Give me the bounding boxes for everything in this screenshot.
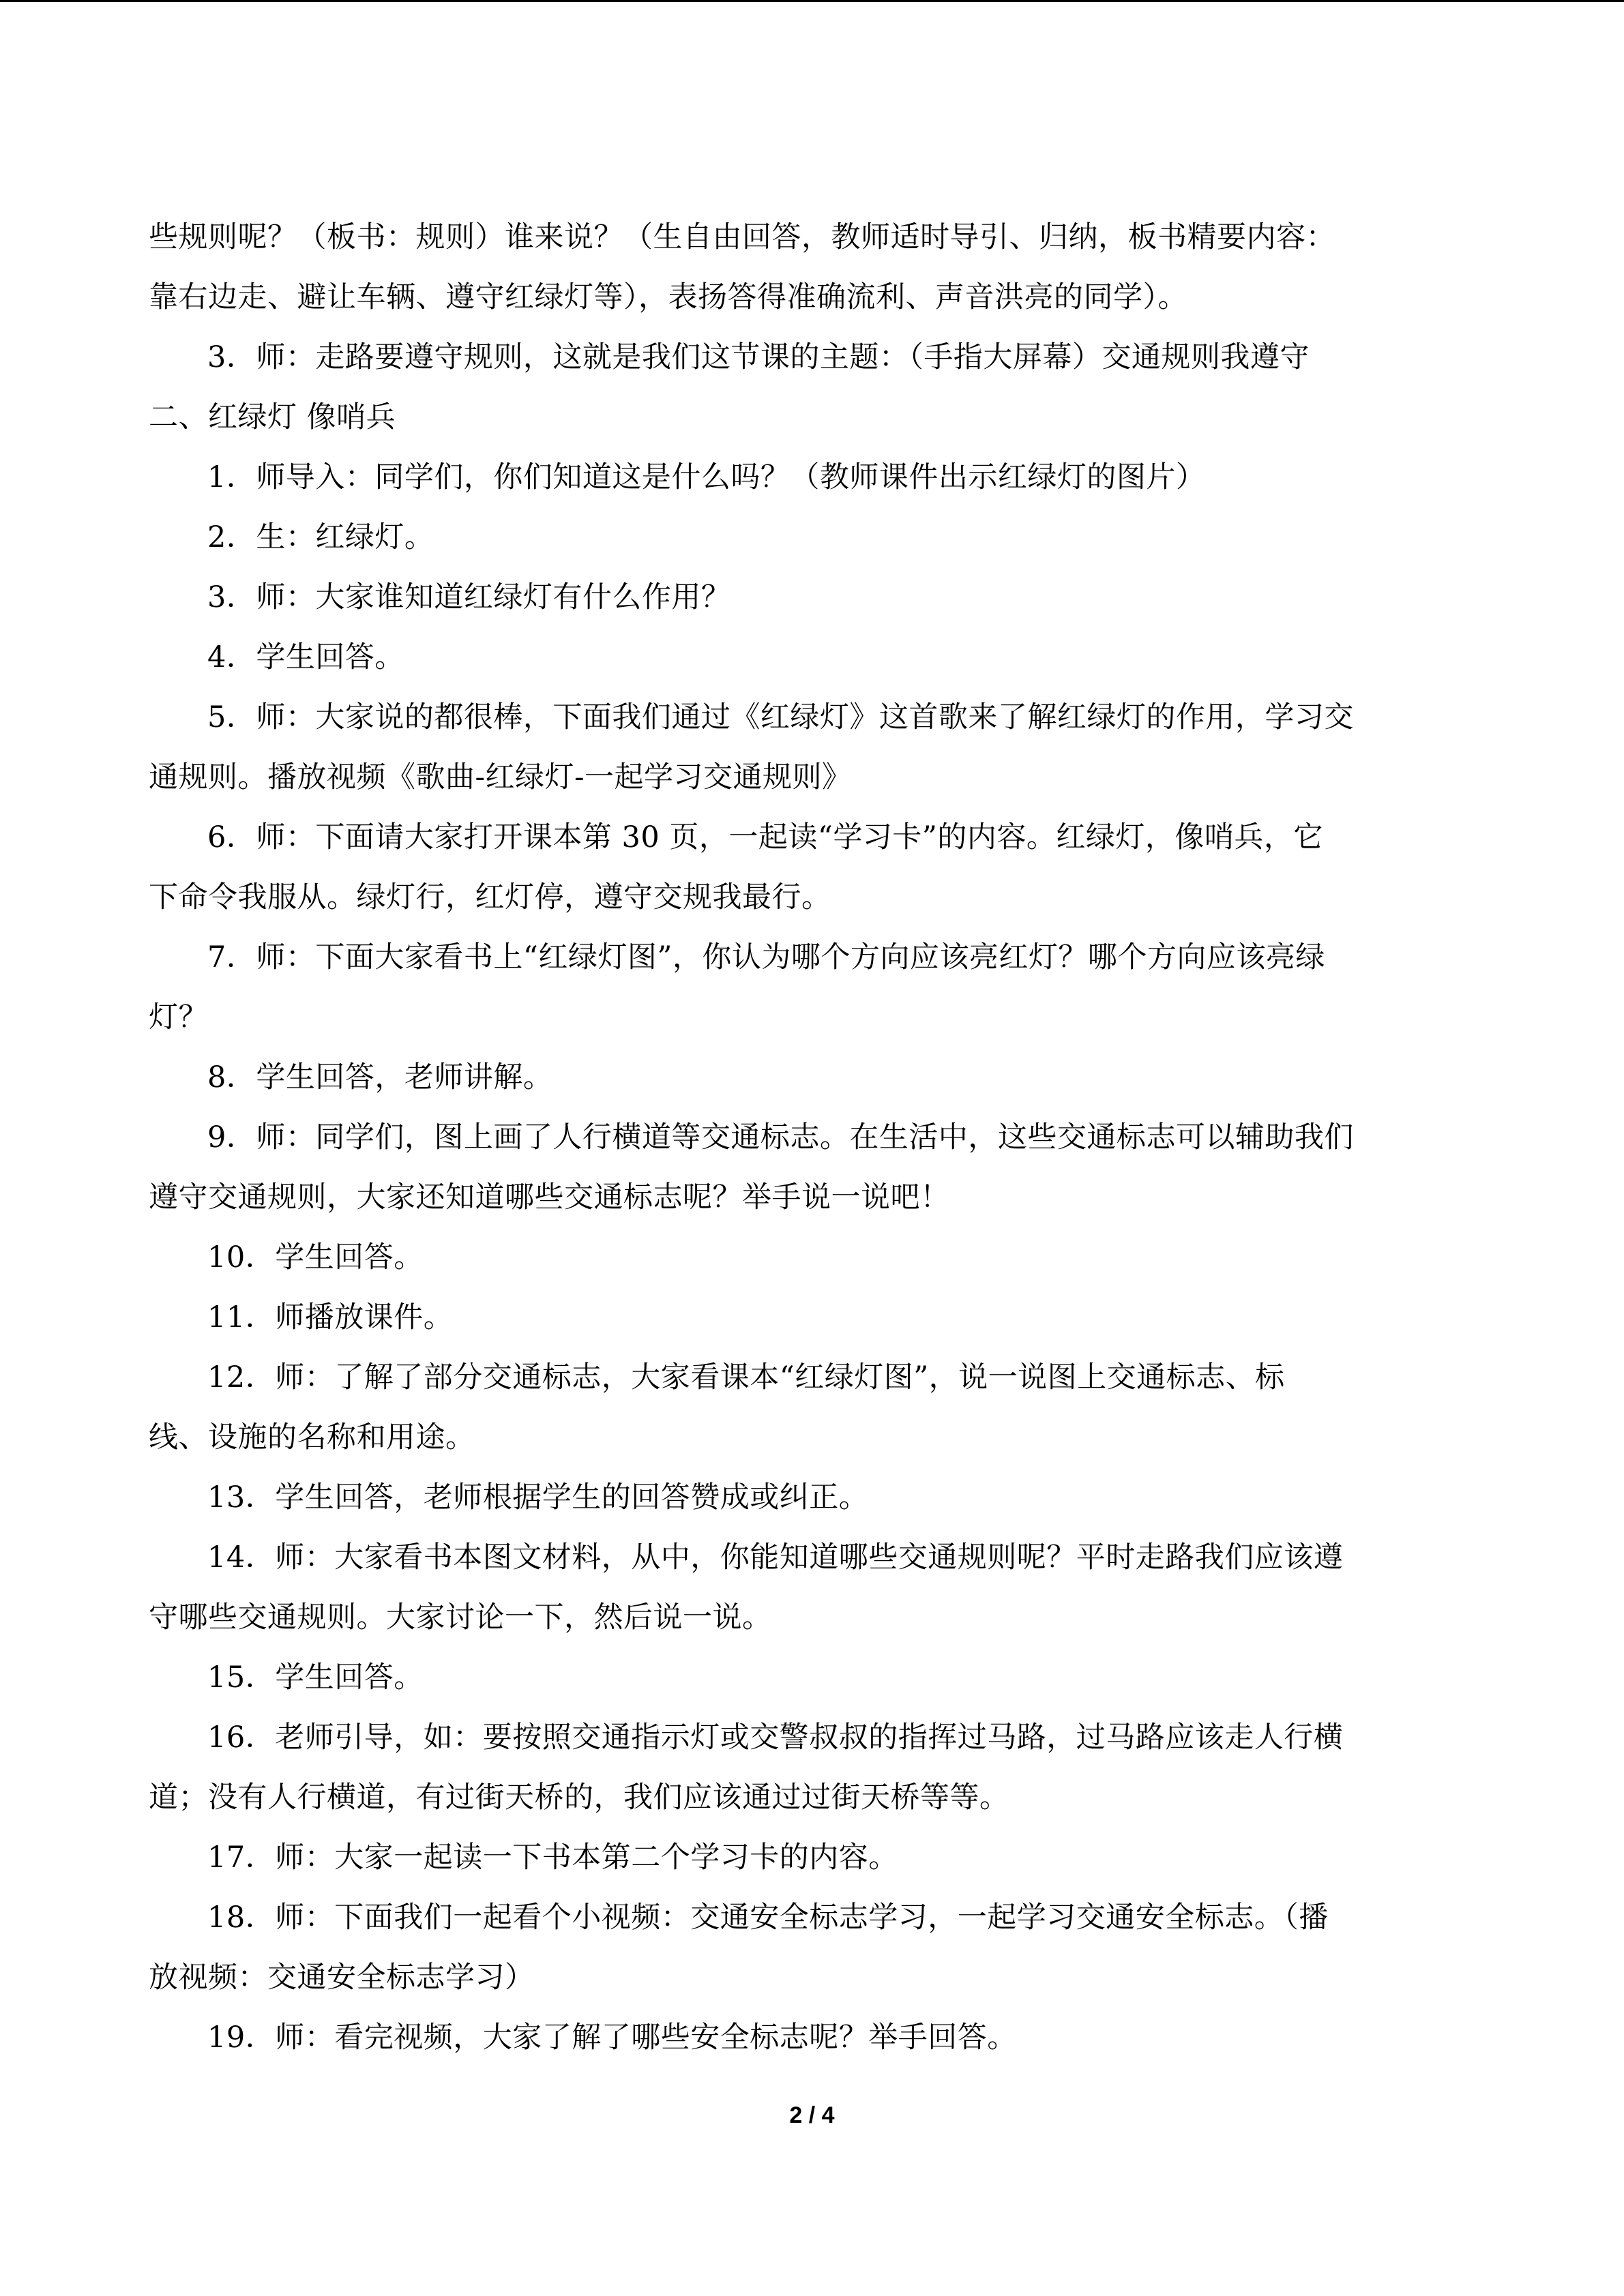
text-line: 些规则呢？（板书：规则）谁来说？（生自由回答，教师适时导引、归纳，板书精要内容： xyxy=(149,220,1335,254)
text-line: 17．师：大家一起读一下书本第二个学习卡的内容。 xyxy=(207,1840,898,1875)
text-line: 道；没有人行横道，有过街天桥的，我们应该通过过街天桥等等。 xyxy=(149,1780,1009,1815)
text-line: 1．师导入：同学们，你们知道这是什么吗？（教师课件出示红绿灯的图片） xyxy=(207,460,1206,494)
text-line: 3．师：走路要遵守规则，这就是我们这节课的主题：（手指大屏幕）交通规则我遵守 xyxy=(207,340,1310,374)
text-line: 15．学生回答。 xyxy=(207,1660,424,1695)
text-line: 7．师：下面大家看书上“红绿灯图”，你认为哪个方向应该亮红灯？哪个方向应该亮绿 xyxy=(207,940,1325,974)
text-line: 3．师：大家谁知道红绿灯有什么作用？ xyxy=(207,580,731,614)
text-line: 8．学生回答，老师讲解。 xyxy=(207,1060,553,1094)
top-border-line xyxy=(0,0,1624,2)
document-body xyxy=(149,207,1475,2068)
text-line: 遵守交通规则，大家还知道哪些交通标志呢？举手说一说吧！ xyxy=(149,1180,950,1214)
text-line: 10．学生回答。 xyxy=(207,1240,424,1274)
text-line: 13．学生回答，老师根据学生的回答赞成或纠正。 xyxy=(207,1480,869,1515)
text-line: 18．师：下面我们一起看个小视频：交通安全标志学习，一起学习交通安全标志。（播 xyxy=(207,1900,1329,1935)
text-line: 通规则。播放视频《歌曲-红绿灯-一起学习交通规则》 xyxy=(149,760,852,794)
section-heading: 二、红绿灯 像哨兵 xyxy=(149,400,396,434)
text-line: 下命令我服从。绿灯行，红灯停，遵守交规我最行。 xyxy=(149,880,831,914)
text-line: 11．师播放课件。 xyxy=(207,1300,454,1335)
text-line: 19．师：看完视频，大家了解了哪些安全标志呢？举手回答。 xyxy=(207,2021,1017,2055)
text-line: 靠右边走、避让车辆、遵守红绿灯等），表扬答得准确流利、声音洪亮的同学）。 xyxy=(149,280,1187,314)
text-line: 线、设施的名称和用途。 xyxy=(149,1420,475,1455)
text-line: 放视频：交通安全标志学习） xyxy=(149,1960,535,1995)
text-line: 4．学生回答。 xyxy=(207,640,404,674)
text-line: 5．师：大家说的都很棒，下面我们通过《红绿灯》这首歌来了解红绿灯的作用，学习交 xyxy=(207,700,1354,734)
page-number: 2 / 4 xyxy=(789,2102,835,2128)
text-line: 守哪些交通规则。大家讨论一下，然后说一说。 xyxy=(149,1600,772,1635)
text-line: 14．师：大家看书本图文材料，从中，你能知道哪些交通规则呢？平时走路我们应该遵 xyxy=(207,1540,1344,1575)
text-line: 16．老师引导，如：要按照交通指示灯或交警叔叔的指挥过马路，过马路应该走人行横 xyxy=(207,1720,1344,1755)
text-line: 2．生：红绿灯。 xyxy=(207,520,434,554)
text-line: 9．师：同学们，图上画了人行横道等交通标志。在生活中，这些交通标志可以辅助我们 xyxy=(207,1120,1354,1154)
text-line: 灯？ xyxy=(149,1000,208,1034)
text-line: 12．师：了解了部分交通标志，大家看课本“红绿灯图”，说一说图上交通标志、标 xyxy=(207,1360,1285,1395)
text-line: 6．师：下面请大家打开课本第 30 页，一起读“学习卡”的内容。红绿灯，像哨兵，它 xyxy=(207,820,1323,854)
